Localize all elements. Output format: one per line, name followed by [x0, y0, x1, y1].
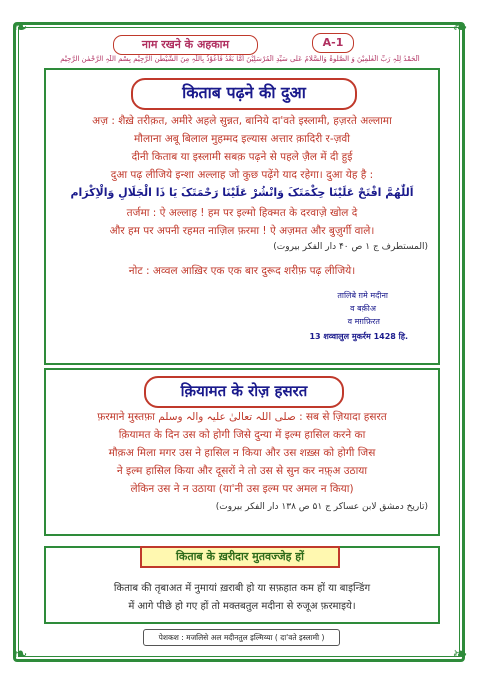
corner-ornament-icon: ❧	[12, 644, 28, 665]
corner-ornament-icon: ❧	[452, 17, 468, 38]
dua-section	[44, 68, 440, 365]
page-title: नाम रखने के अहकाम	[113, 35, 258, 55]
reference-text: (المستطرف ج ۱ ص ۴۰ دار الفکر بیروت)	[273, 242, 428, 252]
text-line: किताब की तृबाअत में नुमायां ख़राबी हो या सफ़हात कम हों या बाइन्डिंग	[113, 583, 371, 594]
dua-arabic-text: اَللّٰھُمَّ افْتَحْ عَلَیْنَا حِکْمَتَکَ وَانْشُرْ عَلَیْنَا رَحْمَتَکَ یَا ذَا الْجَلَالِ وَالْاِکْرَام	[70, 186, 414, 199]
signature-line: व बक़ीअ	[350, 304, 376, 313]
text-line: में आगे पीछे हो गए हों तो मक्तबतुल मदीना से रुजूअ फ़रमाइये।	[128, 601, 356, 612]
opening-arabic-text: اَلْحَمْدُ لِلّٰہِ رَبِّ الْعٰلَمِیْنَ وَ الصَّلٰوۃُ وَالسَّلَامُ عَلٰی سَیِّدِ الْمُرْسَلِیْنَ اَمَّا بَعْدُ فَاَعُوْذُ بِاللّٰہِ مِنَ الشَّیْطٰنِ الرَّجِیْمِ بِسْمِ اللّٰہِ الرَّحْمٰنِ الرَّحِیْمِ	[60, 55, 420, 63]
text-line: क़ियामत के दिन उस को होगी जिसे दुन्या में इल्म हासिल करने का	[118, 429, 366, 441]
reference-text: (تاریخ دمشق لابن عساکر ج ۵۱ ص ۱۳۸ دار الفکر بیروت)	[215, 502, 428, 512]
page-code-badge: A-1	[312, 33, 354, 53]
signature-line: तालिबे ग़मे मदीना	[337, 291, 388, 300]
section-title: क़ियामत के रोज़ हसरत	[144, 376, 344, 408]
text-line: दुआ पढ़ लीजिये इन्शा अल्लाह जो कुछ पढ़ेंगे याद रहेगा। दुआ येह है :	[110, 169, 374, 181]
text-line: अज़ : शैख़े तरीक़त, अमीरे अहले सुन्नत, बानिये दा'वते इस्लामी, हज़रते अल्लामा	[92, 115, 392, 127]
corner-ornament-icon: ❧	[12, 17, 28, 38]
text-line: दीनी किताब या इस्लामी सबक़ पढ़ने से पहले ज़ैल में दी हुई	[131, 151, 353, 163]
note-text: नोट : अव्वल आख़िर एक एक बार दुरूद शरीफ़ पढ़ लीजिये।	[128, 265, 356, 277]
text-line: और हम पर अपनी रहमत नाज़िल फ़रमा ! ऐ अज़मत और बुज़ुर्गी वाले।	[109, 225, 375, 237]
text-line: मौलाना अबू बिलाल मुहम्मद इल्यास अत्तार क़ादिरी र-ज़वी	[134, 133, 350, 145]
qiyamat-section	[44, 368, 440, 536]
signature-date: 13 शव्वालुल मुकर्रम 1428 हि.	[309, 332, 408, 341]
text-line: लेकिन उस ने न उठाया (या'नी उस इल्म पर अमल न किया)	[130, 483, 354, 495]
buyer-notice-banner: किताब के ख़रीदार मुतवज्जेह हों	[140, 546, 340, 568]
text-line: मौक़अ मिला मगर उस ने हासिल न किया और उस शख़्स को होगी जिस	[108, 447, 376, 459]
text-line: तर्जमा : ऐ अल्लाह ! हम पर इल्मो हिक्मत के दरवाज़े खोल दे	[126, 207, 358, 219]
footer-credit: पेशकश : मजलिसे अल मदीनतुल इल्मिय्या ( दा'वते इस्लामी )	[143, 629, 340, 646]
corner-ornament-icon: ❧	[452, 644, 468, 665]
signature-line: व मग़फ़िरत	[347, 317, 380, 326]
section-title: किताब पढ़ने की दुआ	[131, 78, 357, 110]
text-line: ने इल्म हासिल किया और दूसरों ने तो उस से सुन कर नफ़्अ उठाया	[116, 465, 368, 477]
text-line: फ़रमाने मुस्तफ़ा صلی اللہ تعالیٰ علیہ والہ وسلم : सब से ज़ियादा हसरत	[97, 411, 387, 423]
